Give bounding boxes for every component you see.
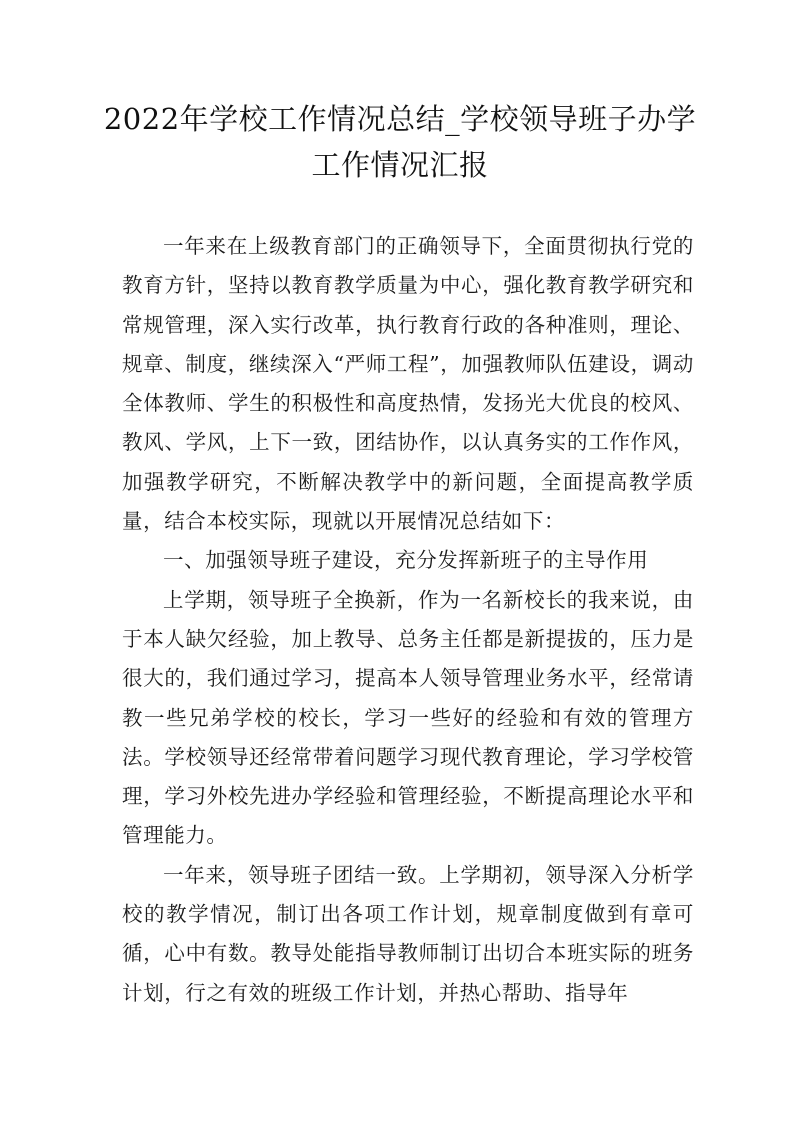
- document-title: 2022年学校工作情况总结_学校领导班子办学工作情况汇报: [103, 102, 697, 182]
- paragraph-leadership-unity: 一年来，领导班子团结一致。上学期初，领导深入分析学校的教学情况，制订出各项工作计划，规章制度做到有章可循，心中有数。教导处能指导教师制订出切合本班实际的班务计划，行之有效的班级工作计划，并热心帮助、指导年: [122, 862, 694, 1005]
- paragraph-leadership-learning: 上学期，领导班子全换新，作为一名新校长的我来说，由于本人缺欠经验，加上教导、总务主任都是新提拔的，压力是很大的，我们通过学习，提高本人领导管理业务水平，经常请教一些兄弟学校的校长，学习一些好的经验和有效的管理方法。学校领导还经常带着问题学习现代教育理论，学习学校管理，学习外校先进办学经验和管理经验，不断提高理论水平和管理能力。: [122, 587, 694, 848]
- paragraph-intro: 一年来在上级教育部门的正确领导下，全面贯彻执行党的教育方针，坚持以教育教学质量为中心，强化教育教学研究和常规管理，深入实行改革，执行教育行政的各种准则，理论、规章、制度，继续深入“严师工程”，加强教师队伍建设，调动全体教师、学生的积极性和高度热情，发扬光大优良的校风、教风、学风，上下一致，团结协作，以认真务实的工作作风，加强教学研究，不断解决教学中的新问题，全面提高教学质量，结合本校实际，现就以开展情况总结如下：: [122, 234, 694, 534]
- section-heading-1: 一、加强领导班子建设，充分发挥新班子的主导作用: [163, 548, 649, 573]
- document-body: [122, 227, 694, 1013]
